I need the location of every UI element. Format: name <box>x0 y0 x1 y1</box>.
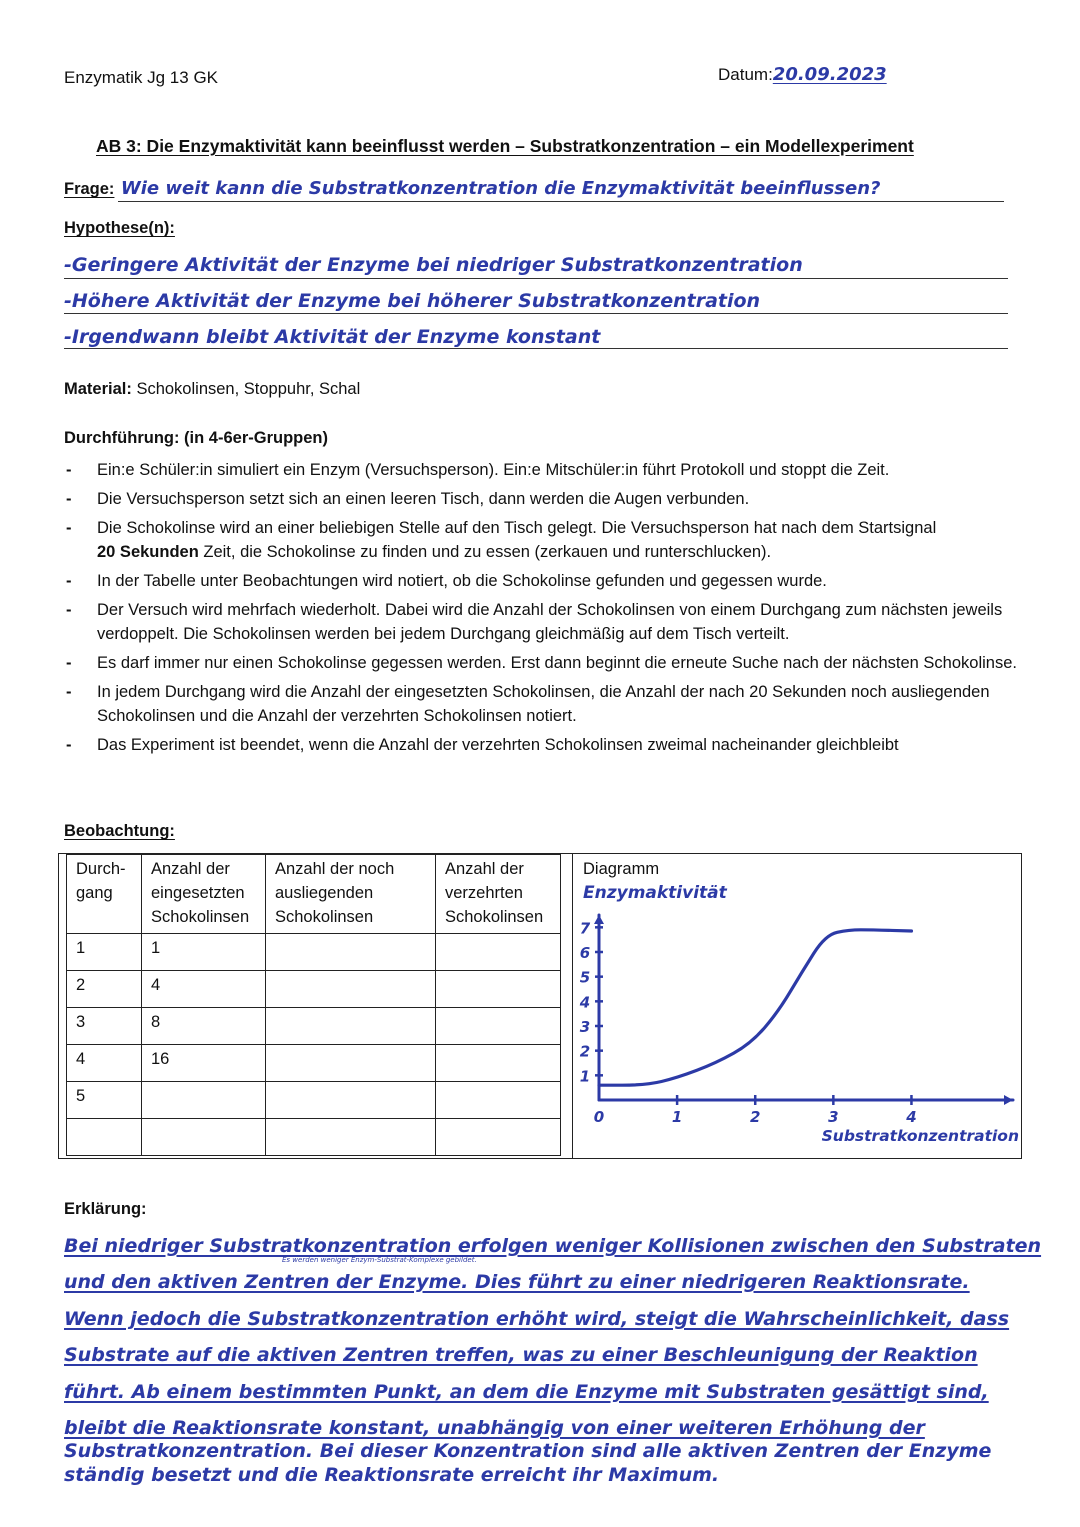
date-label: Datum: <box>718 65 773 84</box>
chart-x-label: Substratkonzentration <box>821 1127 1019 1145</box>
table-cell[interactable]: 1 <box>142 934 266 971</box>
explanation-line: und den aktiven Zentren der Enzyme. Dies führt zu einer niedrigeren Reaktionsrate. <box>64 1271 970 1293</box>
procedure-step-text: Die Schokolinse wird an einer beliebigen Stelle auf den Tisch gelegt. Die Versuchsperson hat nach dem Startsignal <box>97 519 937 537</box>
explanation-line: Substratkonzentration. Bei dieser Konzentration sind alle aktiven Zentren der Enzyme <box>64 1440 992 1462</box>
explanation-label: Erklärung: <box>64 1200 147 1218</box>
y-tick-label: 5 <box>579 968 591 987</box>
y-axis-arrow <box>594 915 604 924</box>
observation-label: Beobachtung: <box>64 822 175 840</box>
procedure-label: Durchführung: (in 4-6er-Gruppen) <box>64 429 328 447</box>
table-cell[interactable] <box>67 1119 142 1156</box>
procedure-step-text: Zeit, die Schokolinse zu finden und zu essen (zerkauen und runterschlucken). <box>203 543 772 561</box>
explanation-line: Wenn jedoch die Substratkonzentration erhöht wird, steigt die Wahrscheinlichkeit, dass <box>64 1308 1010 1330</box>
table-cell[interactable]: 4 <box>142 971 266 1008</box>
procedure-step: - In jedem Durchgang wird die Anzahl der eingesetzten Schokolinsen, die Anzahl der nach 20 Sekunden noch ausliegenden Schokolinsen und die Anzahl der verzehrten Schokolinsen notiert. <box>64 680 1024 728</box>
table-cell[interactable] <box>266 1082 436 1119</box>
material-label: Material: <box>64 380 132 398</box>
y-tick-label: 1 <box>579 1067 591 1086</box>
x-tick-label: 1 <box>671 1108 683 1126</box>
enzyme-activity-chart <box>573 853 1020 1156</box>
table-cell[interactable]: 8 <box>142 1008 266 1045</box>
question-line <box>118 201 1004 202</box>
question-answer: Wie weit kann die Substratkonzentration die Enzymaktivität beeinflussen? <box>120 178 881 199</box>
date-value: 20.09.2023 <box>772 64 887 85</box>
procedure-steps <box>64 458 1024 762</box>
procedure-step: - Die Versuchsperson setzt sich an einen leeren Tisch, dann werden die Augen verbunden. <box>64 487 1024 511</box>
explanation-line: bleibt die Reaktionsrate konstant, unabhängig von einer weiteren Erhöhung der <box>64 1417 925 1439</box>
x-tick-label: 2 <box>750 1108 761 1126</box>
hypothesis-2: -Höhere Aktivität der Enzyme bei höherer Substratkonzentration <box>64 290 761 312</box>
table-cell[interactable]: 3 <box>67 1008 142 1045</box>
procedure-time: 20 Sekunden <box>97 543 199 561</box>
explanation-line: Bei niedriger Substratkonzentration erfolgen weniger Kollisionen zwischen den Substraten <box>64 1235 1042 1257</box>
hypotheses-label: Hypothese(n): <box>64 219 175 237</box>
y-tick-label: 6 <box>579 944 591 962</box>
y-tick-label: 2 <box>579 1042 591 1061</box>
y-tick-label: 3 <box>579 1018 591 1036</box>
procedure-step: - Es darf immer nur einen Schokolinse gegessen werden. Erst dann beginnt die erneute Suche nach der nächsten Schokolinse. <box>64 651 1024 675</box>
column-header: Anzahl der eingesetzten Schokolinsen <box>142 855 266 934</box>
table-row <box>67 1008 561 1045</box>
table-cell[interactable] <box>266 1045 436 1082</box>
hypothesis-line-2 <box>64 313 1008 314</box>
table-cell[interactable]: 5 <box>67 1082 142 1119</box>
table-cell[interactable]: 4 <box>67 1045 142 1082</box>
chart-title: Diagramm <box>583 860 660 878</box>
material-text: Schokolinsen, Stoppuhr, Schal <box>136 380 361 398</box>
table-cell[interactable] <box>142 1082 266 1119</box>
table-cell[interactable] <box>436 971 561 1008</box>
question-row <box>64 178 880 199</box>
table-row <box>67 1045 561 1082</box>
table-header-row <box>67 855 561 934</box>
column-header: Durch- gang <box>67 855 142 934</box>
procedure-step: - In der Tabelle unter Beobachtungen wird notiert, ob die Schokolinse gefunden und gegessen wurde. <box>64 569 1024 593</box>
y-tick-label: 7 <box>579 919 591 938</box>
course-title: Enzymatik Jg 13 GK <box>64 68 219 87</box>
chart-y-label: Enzymaktivität <box>583 883 727 903</box>
hypothesis-line-3 <box>64 348 1008 349</box>
chart-ticks <box>579 919 917 1126</box>
table-cell[interactable] <box>436 1045 561 1082</box>
explanation-insert-note: Es werden weniger Enzym-Substrat-Komplexe gebildet. <box>282 1256 477 1264</box>
table-row <box>67 934 561 971</box>
explanation-line: ständig besetzt und die Reaktionsrate erreicht ihr Maximum. <box>64 1464 720 1486</box>
table-cell[interactable] <box>266 971 436 1008</box>
hypothesis-3: -Irgendwann bleibt Aktivität der Enzyme konstant <box>64 326 601 348</box>
observation-table <box>66 854 561 1156</box>
column-header: Anzahl der verzehrten Schokolinsen <box>436 855 561 934</box>
table-cell[interactable] <box>436 934 561 971</box>
question-label: Frage: <box>64 180 115 198</box>
table-cell[interactable] <box>436 1082 561 1119</box>
table-cell[interactable] <box>436 1008 561 1045</box>
chart-axes <box>594 915 1013 1105</box>
y-tick-label: 4 <box>579 993 591 1012</box>
x-tick-label: 3 <box>828 1108 839 1126</box>
table-cell[interactable]: 2 <box>67 971 142 1008</box>
x-tick-label: 0 <box>593 1108 605 1126</box>
table-cell[interactable] <box>266 934 436 971</box>
column-header: Anzahl der noch ausliegenden Schokolinsen <box>266 855 436 934</box>
table-cell[interactable]: 1 <box>67 934 142 971</box>
table-cell[interactable] <box>142 1119 266 1156</box>
procedure-step: - Das Experiment ist beendet, wenn die Anzahl der verzehrten Schokolinsen zweimal nacheinander gleichbleibt <box>64 733 1024 757</box>
chart-series <box>599 930 911 1085</box>
x-tick-label: 4 <box>906 1108 917 1126</box>
table-cell[interactable] <box>266 1008 436 1045</box>
table-cell[interactable] <box>436 1119 561 1156</box>
diagram-box <box>572 853 1022 1159</box>
material-row <box>64 380 360 399</box>
procedure-step: - Ein:e Schüler:in simuliert ein Enzym (Versuchsperson). Ein:e Mitschüler:in führt Protokoll und stoppt die Zeit. <box>64 458 1024 482</box>
activity-curve <box>599 930 911 1085</box>
hypothesis-line-1 <box>64 278 1008 279</box>
hypothesis-1: -Geringere Aktivität der Enzyme bei niedriger Substratkonzentration <box>64 254 803 276</box>
worksheet-title: AB 3: Die Enzymaktivität kann beeinflusst werden – Substratkonzentration – ein Modellexperiment <box>96 136 914 156</box>
x-axis-arrow <box>1004 1095 1013 1105</box>
procedure-step <box>64 516 1024 564</box>
table-cell[interactable]: 16 <box>142 1045 266 1082</box>
explanation-line: Substrate auf die aktiven Zentren treffen, was zu einer Beschleunigung der Reaktion <box>64 1344 978 1366</box>
table-cell[interactable] <box>266 1119 436 1156</box>
explanation-line: führt. Ab einem bestimmten Punkt, an dem die Enzyme mit Substraten gesättigt sind, <box>64 1381 989 1403</box>
procedure-step: - Der Versuch wird mehrfach wiederholt. Dabei wird die Anzahl der Schokolinsen von einem Durchgang zum nächsten jeweils verdoppelt. Die Schokolinsen werden bei jedem Durchgang gleichmäßig auf dem Tisch verteilt. <box>64 598 1024 646</box>
table-row <box>67 1082 561 1119</box>
date-field <box>718 64 887 85</box>
table-row <box>67 1119 561 1156</box>
table-row <box>67 971 561 1008</box>
